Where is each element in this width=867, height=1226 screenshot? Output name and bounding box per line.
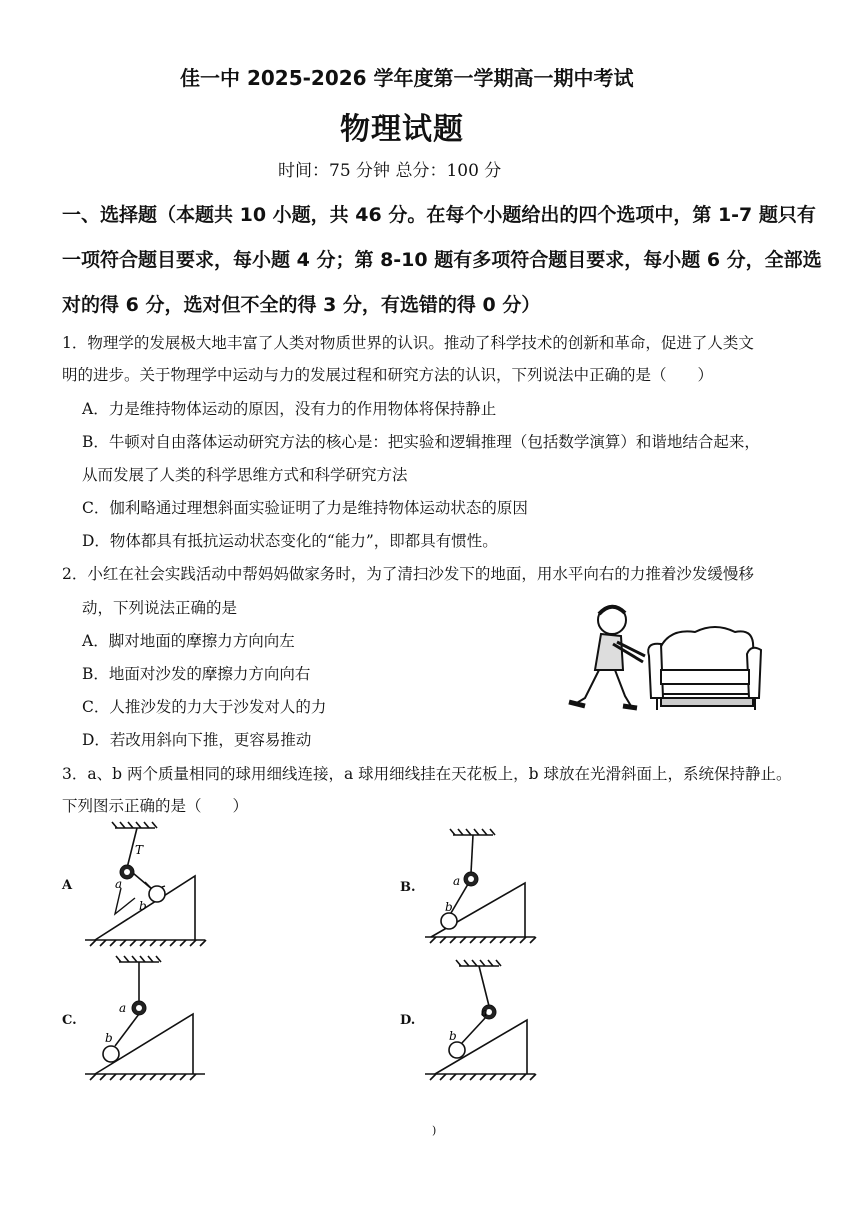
- q1-stem-line2: 明的进步。关于物理学中运动与力的发展过程和研究方法的认识，下列说法中正确的是（ ）: [62, 366, 714, 384]
- boy-figure: [569, 606, 645, 708]
- figure-a-tension-label: T: [135, 843, 144, 857]
- q2-stem-line1: 2．小红在社会实践活动中帮妈妈做家务时，为了清扫沙发下的地面，用水平向右的力推着沙发缓慢移: [62, 565, 754, 583]
- q2-option-b: B．地面对沙发的摩擦力方向向右: [82, 665, 311, 683]
- figure-c-ball-a-label: a: [119, 1001, 127, 1015]
- time-info: 时间：75 分钟 总分：100 分: [278, 161, 502, 181]
- q1-option-b-line2: 从而发展了人类的科学思维方式和科学研究方法: [82, 466, 408, 484]
- figure-d-ball-b-label: b: [449, 1029, 457, 1043]
- q2-option-c: C．人推沙发的力大于沙发对人的力: [82, 698, 327, 716]
- q1-option-d: D．物体都具有抵抗运动状态变化的“能力”，即都具有惯性。: [82, 532, 498, 550]
- subject-title: 物理试题: [340, 112, 464, 147]
- figure-d-ball-a-label: a: [481, 1006, 488, 1019]
- q3-stem-line2: 下列图示正确的是（ ）: [62, 797, 249, 815]
- exam-title: 佳一中 2025-2026 学年度第一学期高一期中考试: [180, 66, 634, 90]
- figure-c-ball-b-label: b: [105, 1031, 113, 1045]
- figure-a-ball-b-label: b: [139, 899, 147, 913]
- q2-option-a: A．脚对地面的摩擦力方向向左: [82, 632, 295, 650]
- figure-c-diagram: [85, 950, 215, 1080]
- figure-b-ball-a-label: a: [453, 874, 461, 888]
- figure-a-ball-a-label: a: [115, 877, 123, 891]
- section-heading-line2: 一项符合题目要求，每小题 4 分；第 8-10 题有多项符合题目要求，每小题 6 分，全部选: [62, 249, 822, 271]
- q2-option-d: D．若改用斜向下推，更容易推动: [82, 731, 312, 749]
- page-mark: ): [432, 1124, 437, 1137]
- figure-d-diagram: [425, 960, 545, 1080]
- q2-stem-line2: 动，下列说法正确的是: [82, 599, 238, 617]
- q1-option-a: A．力是维持物体运动的原因，没有力的作用物体将保持静止: [82, 400, 497, 418]
- boy-pushing-sofa-illustration: [565, 598, 765, 723]
- section-heading-line3: 对的得 6 分，选对但不全的得 3 分，有选错的得 0 分）: [62, 294, 541, 316]
- q3-stem-line1: 3．a、b 两个质量相同的球用细线连接，a 球用细线挂在天花板上，b 球放在光滑斜面上，系统保持静止。: [62, 765, 792, 783]
- figure-b-ball-b-label: b: [445, 900, 453, 914]
- q1-option-b-line1: B．牛顿对自由落体运动研究方法的核心是：把实验和逻辑推理（包括数学演算）和谐地结合起来，: [82, 433, 760, 451]
- sofa-figure: [648, 627, 761, 710]
- figure-a-label: A: [62, 878, 73, 893]
- figure-c-label: C.: [62, 1013, 77, 1028]
- figure-a-diagram: [85, 818, 215, 948]
- section-heading-line1: 一、选择题（本题共 10 小题，共 46 分。在每个小题给出的四个选项中，第 1-7 题只有: [62, 204, 816, 226]
- figure-b-diagram: [425, 825, 545, 945]
- figure-b-label: B.: [400, 880, 416, 895]
- q1-option-c: C．伽利略通过理想斜面实验证明了力是维持物体运动状态的原因: [82, 499, 528, 517]
- q1-stem-line1: 1．物理学的发展极大地丰富了人类对物质世界的认识。推动了科学技术的创新和革命，促进了人类文: [62, 334, 754, 352]
- figure-d-label: D.: [400, 1013, 416, 1028]
